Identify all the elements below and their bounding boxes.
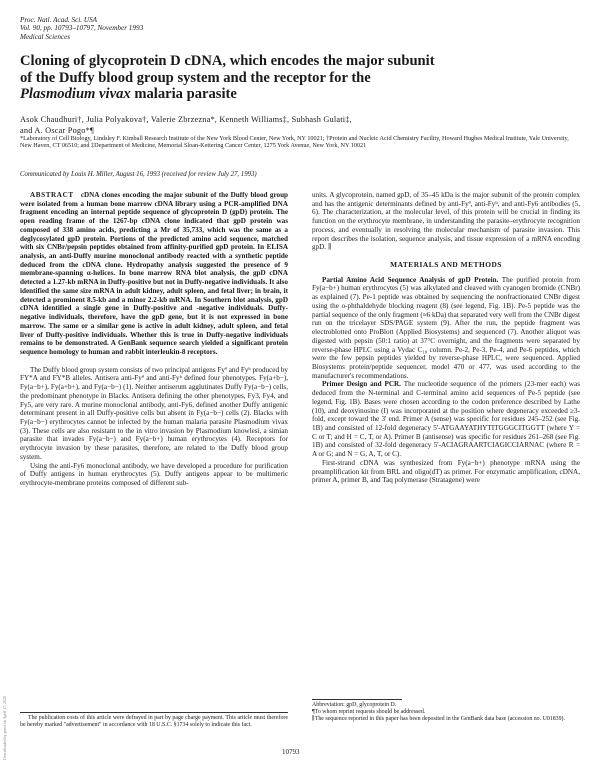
page-charge-text: The publication costs of this article were defrayed in part by page charge payment. This article must therefore be hereby marked "advertisement" in accordance with 18 U.S.C. §1734 solely to indicate this fact. — [20, 715, 288, 728]
journal-volume: Vol. 90, pp. 10793–10797, November 1993 — [20, 24, 144, 33]
title-line-1: Cloning of glycoprotein D cDNA, which encodes the major subunit — [20, 53, 435, 69]
right-paragraph-1: units. A glycoprotein, named gpD, of 35–45 kDa is the major subunit of the protein complex and has the antigenic determinants defined by anti-Fyª, anti-Fyᵇ, and anti-Fy6 antibodies (5, 6). The characterization, at the molecular level, of this protein will be crucial in finding its function on the erythrocyte membrane, in understanding the parasite–erythrocyte recognition process, and eventually in resolving the molecular mechanism of parasite invasion. This report describes the isolation, sequence analysis, and tissue expression of a mRNA encoding gpD. ∥ — [312, 191, 580, 252]
reprint-footnote: ¶To whom reprint requests should be addressed. — [312, 708, 426, 715]
authors-line-2: and A. Oscar Pogo*¶ — [20, 126, 94, 135]
page-number: 10793 — [282, 748, 300, 756]
intro-paragraph-2: Using the anti-Fy6 monoclonal antibody, we have developed a procedure for purification of Duffy antigens in human erythrocytes (5). Duffy antigens appear to be multimeric erythrocyte-membrane proteins composed of different sub- — [20, 461, 288, 487]
right-column — [312, 191, 580, 485]
title-line-3-rest: malaria parasite — [130, 86, 237, 103]
abstract-label: ABSTRACT — [30, 191, 74, 199]
page-charge-footnote — [20, 715, 288, 729]
right-footnote-rule — [312, 699, 402, 700]
communicated-line: Communicated by Louis H. Miller, August 16, 1993 (received for review July 27, 1993) — [20, 171, 257, 178]
intro-paragraph-1: The Duffy blood group system consists of two principal antigens Fyª and Fyᵇ produced by FY*A and FY*B alleles. Antisera anti-Fyª and anti-Fyᵇ defined four phenotypes. Fy(a+b−), Fy(a−b+), Fy(a+b+), and Fy(a−b−) (1). Neither antiserum agglutinates Duffy Fy(a−b−) cells, the predominant phenotype in Blacks. Antisera defining the other phenotypes, Fy3, Fy4, and Fy5, are very rare. A murine monoclonal antibody, anti-Fy6, defined another Duffy antigenic determinant present in all Duffy-positive cells but absent in Fy(a−b−) cells (2). Blacks with Fy(a−b−) erythrocytes cannot be infected by the human malaria parasite Plasmodium vivax (3). These cells are also resistant to the in vitro invasion by Plasmodium knowlesi, a simian parasite that invades Fy(a−b−) and Fy(a−b+) human erythrocytes (4). Receptors for erythrocyte invasion by these parasites, therefore, are related to the Duffy blood group system. — [20, 365, 288, 461]
affiliations: *Laboratory of Cell Biology, Lindsley F. Kimball Research Institute of the New York Blood Center, New York, NY 10021; †Protein and Nucleic Acid Chemistry Facility, Howard Hughes Medical Institute, Yale University, New Haven, CT 06510; and ‡Department of Medicine, Memorial Sloan-Kettering Cancer Center, 1275 York Avenue, New York, NY 10021 — [20, 135, 569, 150]
methods-subheading-2: Primer Design and PCR. — [322, 380, 401, 389]
genbank-footnote: ∥The sequence reported in this paper has been deposited in the GenBank data base (accession no. U01839). — [312, 715, 565, 722]
right-footnotes — [312, 702, 580, 722]
methods-subheading-1: Partial Amino Acid Sequence Analysis of gpD Protein. — [322, 275, 499, 284]
methods-paragraph-2 — [312, 380, 580, 458]
section-heading-methods: MATERIALS AND METHODS — [390, 260, 502, 270]
authors-line-1: Asok Chaudhuri†, Julia Polyakova†, Valerie Zbrzezna*, Kenneth Williams‡, Subhash Gulati‡, — [20, 115, 352, 124]
journal-section: Medical Sciences — [20, 32, 71, 41]
abbreviation-footnote: Abbreviation: gpD, glycoprotein D. — [312, 702, 397, 708]
title-line-3 — [20, 86, 580, 103]
journal-header — [20, 16, 143, 41]
journal-name: Proc. Natl. Acad. Sci. USA — [20, 16, 98, 24]
author-list — [20, 114, 580, 136]
abstract-text: cDNA clones encoding the major subunit of the Duffy blood group were isolated from a human bone marrow cDNA library using a PCR-amplified DNA fragment encoding an internal peptide sequence of glycoprotein D (gpD) protein. The open reading frame of the 1267-bp cDNA clone indicated that gpD protein was composed of 338 amino acids, predicting a Mr of 35,733, which was the same as a deglycosylated gpD protein. Portions of the predicted amino acid sequence, matched with six CNBr/pepsin peptides obtained from affinity-purified gpD protein. In ELISA analysis, an anti-Duffy murine monoclonal antibody reacted with a synthetic peptide deduced from the cDNA clone. Hydropathy analysis suggested the presence of 9 membrane-spanning α-helices. In bone marrow RNA blot analysis, the gpD cDNA detected a 1.27-kb mRNA in Duffy-positive but not in Duffy-negative individuals. It also identified the same size mRNA in adult kidney, adult spleen, and fetal liver; in brain, it detected a prominent 8.5-kb and a minor 2.2-kb mRNA. In Southern blot analysis, gpD cDNA identified a single gene in Duffy-positive and -negative individuals. Duffy-negative individuals, therefore, have the gpD gene, but it is not expressed in bone marrow. The same or a similar gene is active in adult kidney, adult spleen, and fetal liver of Duffy-positive individuals. Whether this is true in Duffy-negative individuals remains to be demonstrated. A GenBank sequence search yielded a significant protein sequence homology to human and rabbit interleukin-8 receptors. — [20, 191, 289, 356]
methods-paragraph-3: First-strand cDNA was synthesized from Fy(a−b+) phenotype mRNA using the preamplification kit from BRL and oligo(dT) as primer. For enzymatic amplification, cDNA, primer A, primer B, and Taq polymerase (Stratagene) were — [312, 458, 580, 485]
title-species: Plasmodium vivax — [20, 86, 131, 103]
abstract — [20, 191, 288, 357]
title-line-2: of the Duffy blood group system and the receptor for the — [20, 69, 371, 86]
methods-text-1: The purified protein from Fy(a−b+) human erythrocytes (5) was alkylated and cleaved with cyanogen bromide (CNBr) as explained (7). Pe-1 peptide was obtained by sequencing the nonfractionated CNBr digest using the o-phthaldehyde blocking reagent (8) (see legend, Fig. 1B). Pe-5 peptide was the partial sequence of the only fragment (≈6 kDa) that separated very well from the CNBr digest run on the tricelayer SDS/PAGE system (9). After the run, the peptide fragment was electroblotted onto ProBlott (Applied Biosystems) and sequenced (7). Another aliquot was digested with pepsin (50:1 ratio) at 37°C overnight, and the fragments were separated by reverse-phase HPLC using a Vydac C₁₈ column. Pe-2, Pe-3, Pe-4, and Pe-6 peptides, which were the few pepsin peptides yielded by reverse-phase HPLC, were sequenced. Applied Biosystems protein/peptide sequencer, model 470 or 477, was used according to the manufacturer's recommendations. — [312, 275, 580, 380]
methods-text-2: The nucleotide sequence of the primers (23-mer each) was deduced from the N-terminal and C-terminal amino acid sequences of Pe-5 peptide (see legend, Fig. 1B). Bases were chosen according to the codon preference described by Lathe (10), and deoxyinosine (I) was incorporated at the position where degeneracy exceeded ≥3-fold, except toward the 3' end. Primer A (sense) was specific for residues 245–252 (see Fig. 1B) and consisted of 12-fold degeneracy 5'-ATGAAYATHYTITGGGCITGGTT (where Y = C or T; and H = C, T, or A). Primer B (antisense) was specific for residues 261–268 (see Fig. 1B) and consisted of 32-fold degeneracy 5'-ACIAGRAARTCIAGICCIARNAC (where R = A or G; and N = G, A, T, or C). — [312, 380, 580, 459]
download-side-strip: Downloaded by guest on April 17, 2020 — [2, 695, 7, 760]
left-footnote-rule — [20, 712, 288, 713]
left-column — [20, 191, 288, 488]
article-title — [20, 53, 580, 103]
methods-paragraph-1 — [312, 276, 580, 381]
